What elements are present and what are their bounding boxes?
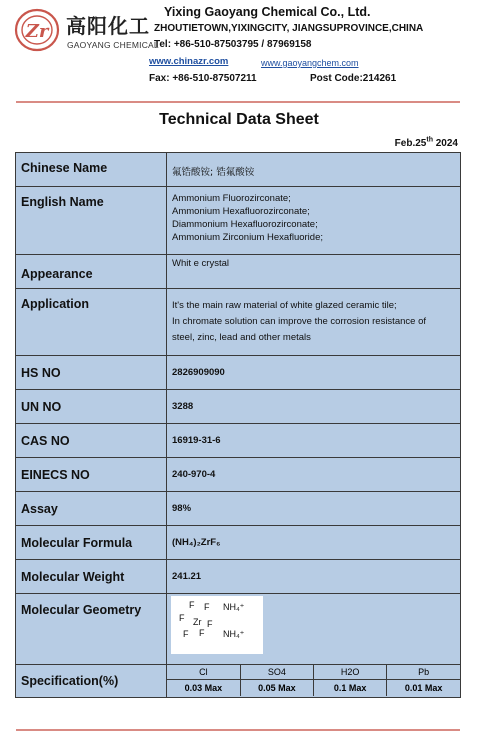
- atom-f: F: [179, 613, 185, 623]
- logo-chinese-name: 高阳化工: [66, 14, 150, 38]
- label-molecular-weight: Molecular Weight: [16, 560, 167, 594]
- label-specification: Specification(%): [16, 665, 167, 698]
- website-link-chinazr[interactable]: www.chinazr.com: [149, 56, 229, 67]
- label-hs-no: HS NO: [16, 356, 167, 390]
- row-hs-no: [16, 356, 461, 390]
- label-cas-no: CAS NO: [16, 424, 167, 458]
- label-assay: Assay: [16, 492, 167, 526]
- label-english-name: English Name: [16, 187, 167, 255]
- english-name-line: Ammonium Fluorozirconate;: [172, 193, 291, 204]
- spec-value-pb: 0.01 Max: [404, 683, 443, 693]
- value-molecular-formula: (NH₄)₂ZrF₆: [167, 526, 461, 560]
- company-postcode: Post Code:214261: [310, 73, 397, 84]
- english-name-line: Ammonium Hexafluorozirconate;: [172, 206, 310, 217]
- label-molecular-geometry: Molecular Geometry: [16, 594, 167, 665]
- row-molecular-geometry: [16, 594, 461, 665]
- row-chinese-name: [16, 153, 461, 187]
- row-molecular-weight: [16, 560, 461, 594]
- value-chinese-name: 氟锆酸铵; 锆氟酸铵: [167, 153, 461, 187]
- document-date: Feb.25th 2024: [394, 136, 458, 149]
- label-un-no: UN NO: [16, 390, 167, 424]
- company-address: ZHOUTIETOWN,YIXINGCITY, JIANGSUPROVINCE,CHINA: [154, 23, 424, 34]
- website-link-gaoyangchem[interactable]: www.gaoyangchem.com: [261, 58, 359, 68]
- spec-header-cl: Cl: [167, 665, 240, 680]
- molecular-structure-diagram: [171, 596, 263, 654]
- document-title: Technical Data Sheet: [159, 111, 319, 128]
- atom-f: F: [189, 600, 195, 610]
- header-divider: [16, 101, 460, 103]
- application-line: steel, zinc, lead and other metals: [172, 332, 311, 343]
- company-fax: Fax: +86-510-87507211: [149, 73, 257, 84]
- atom-zr: Zr: [193, 617, 202, 627]
- application-line: It's the main raw material of white glazed ceramic tile;: [172, 300, 397, 311]
- label-einecs-no: EINECS NO: [16, 458, 167, 492]
- spec-value-h2o: 0.1 Max: [314, 680, 387, 697]
- spec-header-pb: Pb: [387, 665, 460, 680]
- row-english-name: [16, 187, 461, 255]
- company-name: Yixing Gaoyang Chemical Co., Ltd.: [164, 5, 371, 19]
- spec-header-h2o: H2O: [314, 665, 387, 680]
- atom-f: F: [199, 628, 205, 638]
- value-einecs-no: 240-970-4: [167, 458, 461, 492]
- value-molecular-weight: 241.21: [167, 560, 461, 594]
- english-name-line: Ammonium Zirconium Hexafluoride;: [172, 232, 323, 243]
- row-molecular-formula: [16, 526, 461, 560]
- value-hs-no: 2826909090: [167, 356, 461, 390]
- value-appearance: Whit e crystal: [167, 255, 461, 289]
- company-logo: [14, 8, 60, 52]
- row-cas-no: [16, 424, 461, 458]
- logo-letters: Zr: [25, 21, 49, 42]
- value-molecular-geometry: [167, 594, 461, 665]
- spec-value-so4: 0.05 Max: [240, 680, 313, 697]
- spec-value-cl: 0.03 Max: [167, 680, 240, 697]
- value-un-no: 3288: [167, 390, 461, 424]
- logo-english-name: GAOYANG CHEMICAL: [67, 40, 159, 50]
- data-sheet-table: [15, 152, 461, 698]
- row-einecs-no: [16, 458, 461, 492]
- label-appearance: Appearance: [16, 255, 167, 289]
- label-chinese-name: Chinese Name: [16, 153, 167, 187]
- label-molecular-formula: Molecular Formula: [16, 526, 167, 560]
- value-specification: [167, 665, 461, 698]
- row-appearance: [16, 255, 461, 289]
- row-assay: [16, 492, 461, 526]
- label-application: Application: [16, 289, 167, 356]
- spec-header-so4: SO4: [240, 665, 313, 680]
- company-phone: Tel: +86-510-87503795 / 87969158: [154, 39, 312, 50]
- application-line: In chromate solution can improve the corrosion resistance of: [172, 316, 426, 327]
- value-english-name: [167, 187, 461, 255]
- value-assay: 98%: [167, 492, 461, 526]
- footer-divider: [16, 729, 460, 731]
- value-cas-no: 16919-31-6: [167, 424, 461, 458]
- atom-f: F: [207, 619, 213, 629]
- row-un-no: [16, 390, 461, 424]
- atom-f: F: [183, 629, 189, 639]
- value-application: [167, 289, 461, 356]
- atom-f: F: [204, 602, 210, 612]
- row-specification: [16, 665, 461, 698]
- row-application: [16, 289, 461, 356]
- atom-nh4: NH₄⁺: [223, 629, 245, 639]
- atom-nh4: NH₄⁺: [223, 602, 245, 612]
- english-name-line: Diammonium Hexafluorozirconate;: [172, 219, 318, 230]
- specification-subtable: [167, 665, 460, 696]
